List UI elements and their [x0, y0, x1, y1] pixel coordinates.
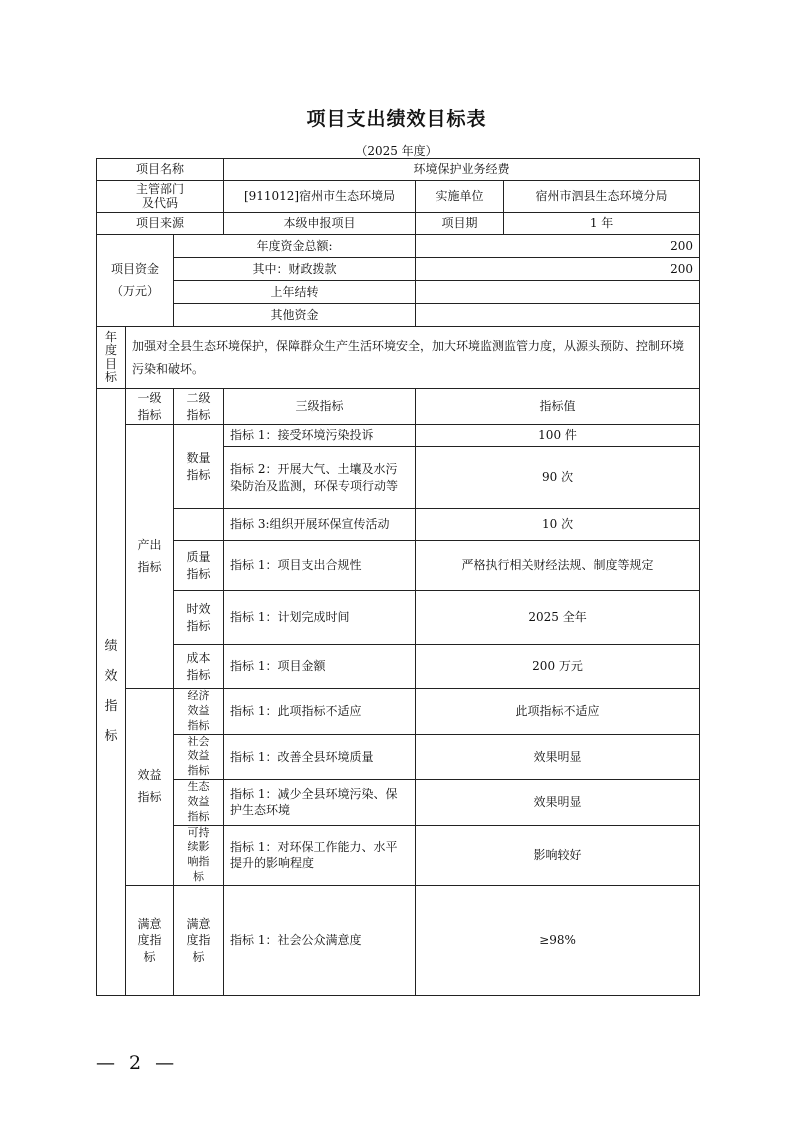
label-funds: 项目资金 （万元） [97, 235, 174, 327]
label-annual-goal: 年 度 目 标 [97, 327, 126, 389]
funds-label: 其中：财政拨款 [174, 258, 416, 281]
l2-empty [174, 509, 224, 541]
row-source [97, 213, 700, 235]
l3-cell: 指标 1：对环保工作能力、水平提升的影响程度 [224, 825, 416, 885]
value-cell: 90 次 [416, 447, 700, 509]
funds-label: 年度资金总额: [174, 235, 416, 258]
header-l1: 一级 指标 [126, 389, 174, 425]
table-row [97, 885, 700, 995]
row-perf-header [97, 389, 700, 425]
performance-table [96, 158, 700, 996]
table-row [97, 425, 700, 447]
row-funds-fiscal [97, 258, 700, 281]
table-row [97, 780, 700, 826]
header-l2: 二级 指标 [174, 389, 224, 425]
value-period: 1 年 [504, 213, 700, 235]
table-row [97, 825, 700, 885]
label-period: 项目期 [416, 213, 504, 235]
l3-cell: 指标 3:组织开展环保宣传活动 [224, 509, 416, 541]
value-impl-unit: 宿州市泗县生态环境分局 [504, 181, 700, 213]
funds-label: 上年结转 [174, 281, 416, 304]
label-impl-unit: 实施单位 [416, 181, 504, 213]
l2-economic: 经济 效益 指标 [174, 689, 224, 735]
l1-satisfaction: 满意 度指 标 [126, 885, 174, 995]
l2-ecological: 生态 效益 指标 [174, 780, 224, 826]
table-row [97, 509, 700, 541]
label-perf: 绩 效 指 标 [97, 389, 126, 996]
page-title: 项目支出绩效目标表 [306, 108, 487, 130]
value-cell: 此项指标不适应 [416, 689, 700, 735]
funds-value [416, 281, 700, 304]
l1-benefit: 效益 指标 [126, 689, 174, 886]
row-funds-total [97, 235, 700, 258]
l2-quality: 质量 指标 [174, 541, 224, 591]
label-project-name: 项目名称 [97, 159, 224, 181]
table-row [97, 734, 700, 780]
row-dept [97, 181, 700, 213]
year-label: （2025 年度） [355, 144, 438, 158]
value-cell: 影响较好 [416, 825, 700, 885]
table-row [97, 591, 700, 645]
funds-value: 200 [416, 258, 700, 281]
l3-cell: 指标 1：社会公众满意度 [224, 885, 416, 995]
table-row [97, 689, 700, 735]
value-cell: 效果明显 [416, 780, 700, 826]
funds-value [416, 304, 700, 327]
l3-cell: 指标 1：项目支出合规性 [224, 541, 416, 591]
page-number: — 2 — [96, 1052, 179, 1074]
l3-cell: 指标 1：此项指标不适应 [224, 689, 416, 735]
label-dept: 主管部门 及代码 [97, 181, 224, 213]
l3-cell: 指标 1：计划完成时间 [224, 591, 416, 645]
value-source: 本级申报项目 [224, 213, 416, 235]
label-source: 项目来源 [97, 213, 224, 235]
row-funds-carryover [97, 281, 700, 304]
l3-cell: 指标 1：项目金额 [224, 645, 416, 689]
l2-social: 社会 效益 指标 [174, 734, 224, 780]
header-value: 指标值 [416, 389, 700, 425]
value-cell: 效果明显 [416, 734, 700, 780]
value-cell: 严格执行相关财经法规、制度等规定 [416, 541, 700, 591]
value-cell: 2025 全年 [416, 591, 700, 645]
l2-quantity: 数量 指标 [174, 425, 224, 509]
row-project-name [97, 159, 700, 181]
value-cell: 100 件 [416, 425, 700, 447]
table-row [97, 645, 700, 689]
row-funds-other [97, 304, 700, 327]
table-row [97, 541, 700, 591]
l2-sustainable: 可持 续影 响指 标 [174, 825, 224, 885]
value-cell: 200 万元 [416, 645, 700, 689]
l2-timeliness: 时效 指标 [174, 591, 224, 645]
funds-value: 200 [416, 235, 700, 258]
value-cell: 10 次 [416, 509, 700, 541]
l3-cell: 指标 1：接受环境污染投诉 [224, 425, 416, 447]
l2-satisfaction: 满意 度指 标 [174, 885, 224, 995]
l3-cell: 指标 2：开展大气、土壤及水污染防治及监测，环保专项行动等 [224, 447, 416, 509]
header-l3: 三级指标 [224, 389, 416, 425]
funds-label: 其他资金 [174, 304, 416, 327]
value-project-name: 环境保护业务经费 [224, 159, 700, 181]
value-dept: [911012]宿州市生态环境局 [224, 181, 416, 213]
l3-cell: 指标 1：改善全县环境质量 [224, 734, 416, 780]
l2-cost: 成本 指标 [174, 645, 224, 689]
annual-goal-text: 加强对全县生态环境保护，保障群众生产生活环境安全，加大环境监测监管力度，从源头预防、控制环境污染和破坏。 [126, 327, 700, 389]
l3-cell: 指标 1：减少全县环境污染、保护生态环境 [224, 780, 416, 826]
row-annual-goal [97, 327, 700, 389]
l1-output: 产出 指标 [126, 425, 174, 689]
value-cell: ≥98% [416, 885, 700, 995]
